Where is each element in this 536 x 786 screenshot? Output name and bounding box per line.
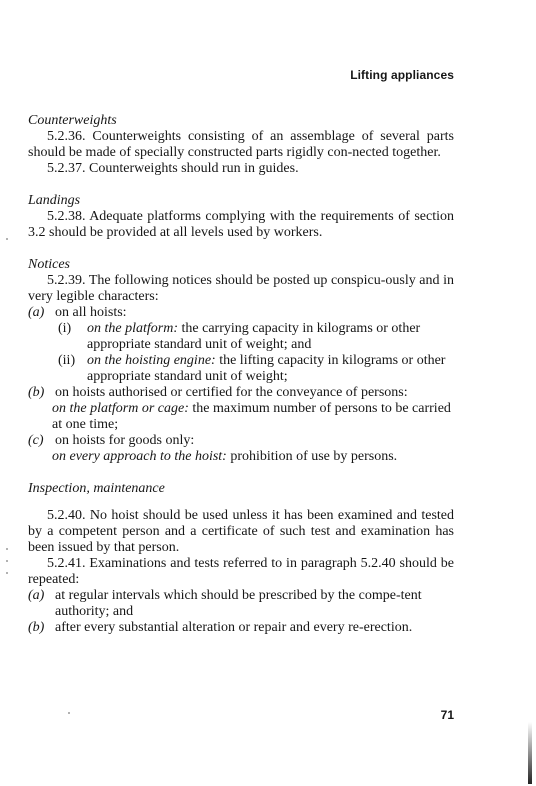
list-emphasis-c: on every approach to the hoist: <box>52 449 227 464</box>
list-text-inspection-b: after every substantial alteration or repair and every re-erection. <box>55 620 413 635</box>
heading-counterweights: Counterweights <box>28 113 117 128</box>
list-text-inspection-a: at regular intervals which should be prescribed by the compe-tent authority; and <box>55 588 422 619</box>
list-continuation-b <box>28 401 454 433</box>
list-item-inspection-a <box>28 588 454 620</box>
list-item-ii <box>58 353 454 385</box>
list-body-ii: the lifting capacity in kilograms or other appropriate standard unit of weight; <box>87 353 446 384</box>
list-text-c: on hoists for goods only: <box>55 433 195 448</box>
scan-speck <box>6 572 8 574</box>
list-emphasis-b: on the platform or cage: <box>52 401 189 416</box>
list-item-b <box>28 385 454 401</box>
heading-inspection-maintenance: Inspection, maintenance <box>28 481 165 496</box>
paragraph-5-2-37: 5.2.37. Counterweights should run in guides. <box>47 161 299 176</box>
list-text-i <box>87 321 454 353</box>
list-text-b: on hoists authorised or certified for the conveyance of persons: <box>55 385 408 400</box>
list-text-ii <box>87 353 454 385</box>
page-edge-shadow <box>528 722 532 784</box>
paragraph-5-2-36: 5.2.36. Counterweights consisting of an assemblage of several parts should be made of specially constructed parts rigidly con-nected together. <box>28 129 454 160</box>
heading-landings: Landings <box>28 193 81 208</box>
paragraph-5-2-38: 5.2.38. Adequate platforms complying with the requirements of section 3.2 should be provided at all levels used by workers. <box>28 209 454 240</box>
scan-speck <box>6 238 8 240</box>
list-marker-ii: (ii) <box>58 353 76 368</box>
list-body-c: prohibition of use by persons. <box>230 449 398 464</box>
list-marker-b: (b) <box>28 385 45 400</box>
list-body-b: the maximum number of persons to be carried at one time; <box>52 401 451 432</box>
list-marker-i: (i) <box>58 321 72 336</box>
paragraph-5-2-41: 5.2.41. Examinations and tests referred to in paragraph 5.2.40 should be repeated: <box>28 556 454 587</box>
paragraph-5-2-39: 5.2.39. The following notices should be posted up conspicu-ously and in very legible characters: <box>28 273 454 304</box>
list-marker-inspection-a: (a) <box>28 588 45 603</box>
list-continuation-c <box>28 449 454 465</box>
heading-notices: Notices <box>28 257 70 272</box>
list-item-a <box>28 305 454 321</box>
page-body <box>28 113 454 636</box>
list-emphasis-i: on the platform: <box>87 321 178 336</box>
list-body-i: the carrying capacity in kilograms or other appropriate standard unit of weight; and <box>87 321 421 352</box>
page-number: 71 <box>440 708 454 722</box>
list-text-a: on all hoists: <box>55 305 127 320</box>
list-item-inspection-b <box>28 620 454 636</box>
scan-speck <box>6 548 8 550</box>
scan-speck <box>6 560 8 562</box>
list-marker-inspection-b: (b) <box>28 620 45 635</box>
paragraph-5-2-40: 5.2.40. No hoist should be used unless it has been examined and tested by a competent person and a certificate of such test and examination has been issued by that person. <box>28 508 454 555</box>
running-head: Lifting appliances <box>350 68 454 82</box>
list-item-c <box>28 433 454 449</box>
list-emphasis-ii: on the hoisting engine: <box>87 353 216 368</box>
list-marker-a: (a) <box>28 305 45 320</box>
list-item-i <box>58 321 454 353</box>
scan-speck <box>68 712 70 714</box>
list-marker-c: (c) <box>28 433 44 448</box>
